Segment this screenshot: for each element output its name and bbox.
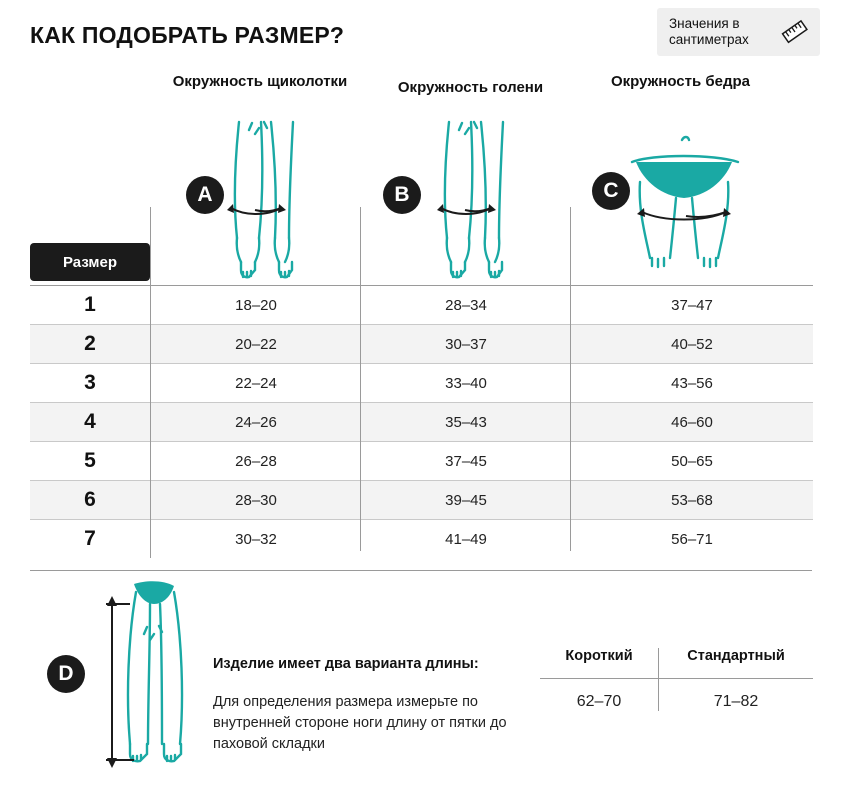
cell-calf: 37–45 [361, 442, 571, 481]
length-table-header-row [540, 648, 813, 679]
divider-horizontal [30, 570, 812, 571]
length-header-short: Короткий [540, 648, 659, 679]
page-title: КАК ПОДОБРАТЬ РАЗМЕР? [30, 22, 345, 48]
cell-calf: 30–37 [361, 325, 571, 364]
cell-thigh: 56–71 [571, 520, 813, 559]
column-heading-calf: Окружность голени [397, 79, 544, 96]
divider-vertical [570, 207, 571, 285]
cell-ankle: 28–30 [151, 481, 362, 520]
divider-vertical [150, 207, 151, 285]
cell-size: 7 [30, 520, 151, 559]
legs-length-illustration [100, 578, 210, 778]
size-table [30, 285, 813, 558]
divider-vertical [360, 207, 361, 285]
cell-size: 3 [30, 364, 151, 403]
cell-size: 4 [30, 403, 151, 442]
column-heading-ankle: Окружность щиколотки [172, 73, 348, 90]
length-header-standard: Стандартный [687, 648, 785, 664]
cell-ankle: 22–24 [151, 364, 362, 403]
arrow-right-icon [278, 204, 286, 213]
cell-calf: 35–43 [361, 403, 571, 442]
units-note-text: Значения в сантиметрах [669, 16, 749, 47]
badge-c: C [592, 172, 630, 210]
cell-calf: 39–45 [361, 481, 571, 520]
length-section-title: Изделие имеет два варианта длины: [213, 656, 479, 672]
cell-calf: 33–40 [361, 364, 571, 403]
badge-b: B [383, 176, 421, 214]
legs-ankle-illustration [205, 120, 325, 285]
cell-thigh: 40–52 [571, 325, 813, 364]
length-value-short: 62–70 [540, 679, 659, 712]
table-row [30, 403, 813, 442]
length-value-standard: 71–82 [659, 679, 814, 712]
length-table-value-row [540, 679, 813, 712]
cell-calf: 41–49 [361, 520, 571, 559]
units-note-box [657, 8, 820, 56]
arrow-up-icon [107, 596, 117, 606]
divider-vertical [570, 285, 571, 551]
cell-calf: 28–34 [361, 286, 571, 325]
table-row [30, 325, 813, 364]
badge-d: D [47, 655, 85, 693]
length-section-description: Для определения размера измерьте по внутренней стороне ноги длину от пятки до паховой складки [213, 694, 507, 752]
cell-ankle: 30–32 [151, 520, 362, 559]
cell-size: 6 [30, 481, 151, 520]
cell-size: 2 [30, 325, 151, 364]
table-row [30, 442, 813, 481]
column-heading-thigh: Окружность бедра [610, 73, 751, 90]
table-row [30, 286, 813, 325]
cell-ankle: 20–22 [151, 325, 362, 364]
arrow-right-icon [488, 204, 496, 213]
arrow-left-icon [227, 204, 234, 213]
cell-thigh: 46–60 [571, 403, 813, 442]
arrow-down-icon [107, 758, 117, 768]
cell-thigh: 50–65 [571, 442, 813, 481]
length-table [540, 648, 813, 711]
cell-ankle: 18–20 [151, 286, 362, 325]
divider-vertical [360, 285, 361, 551]
cell-thigh: 37–47 [571, 286, 813, 325]
ruler-icon [780, 17, 810, 47]
cell-size: 1 [30, 286, 151, 325]
cell-thigh: 43–56 [571, 364, 813, 403]
arrow-left-icon [437, 204, 444, 213]
badge-a: A [186, 176, 224, 214]
table-row [30, 481, 813, 520]
legs-calf-illustration [415, 120, 535, 285]
table-row [30, 364, 813, 403]
hips-thigh-illustration [618, 120, 758, 285]
cell-ankle: 26–28 [151, 442, 362, 481]
size-column-header: Размер [30, 243, 150, 281]
table-row [30, 520, 813, 559]
cell-size: 5 [30, 442, 151, 481]
cell-thigh: 53–68 [571, 481, 813, 520]
cell-ankle: 24–26 [151, 403, 362, 442]
